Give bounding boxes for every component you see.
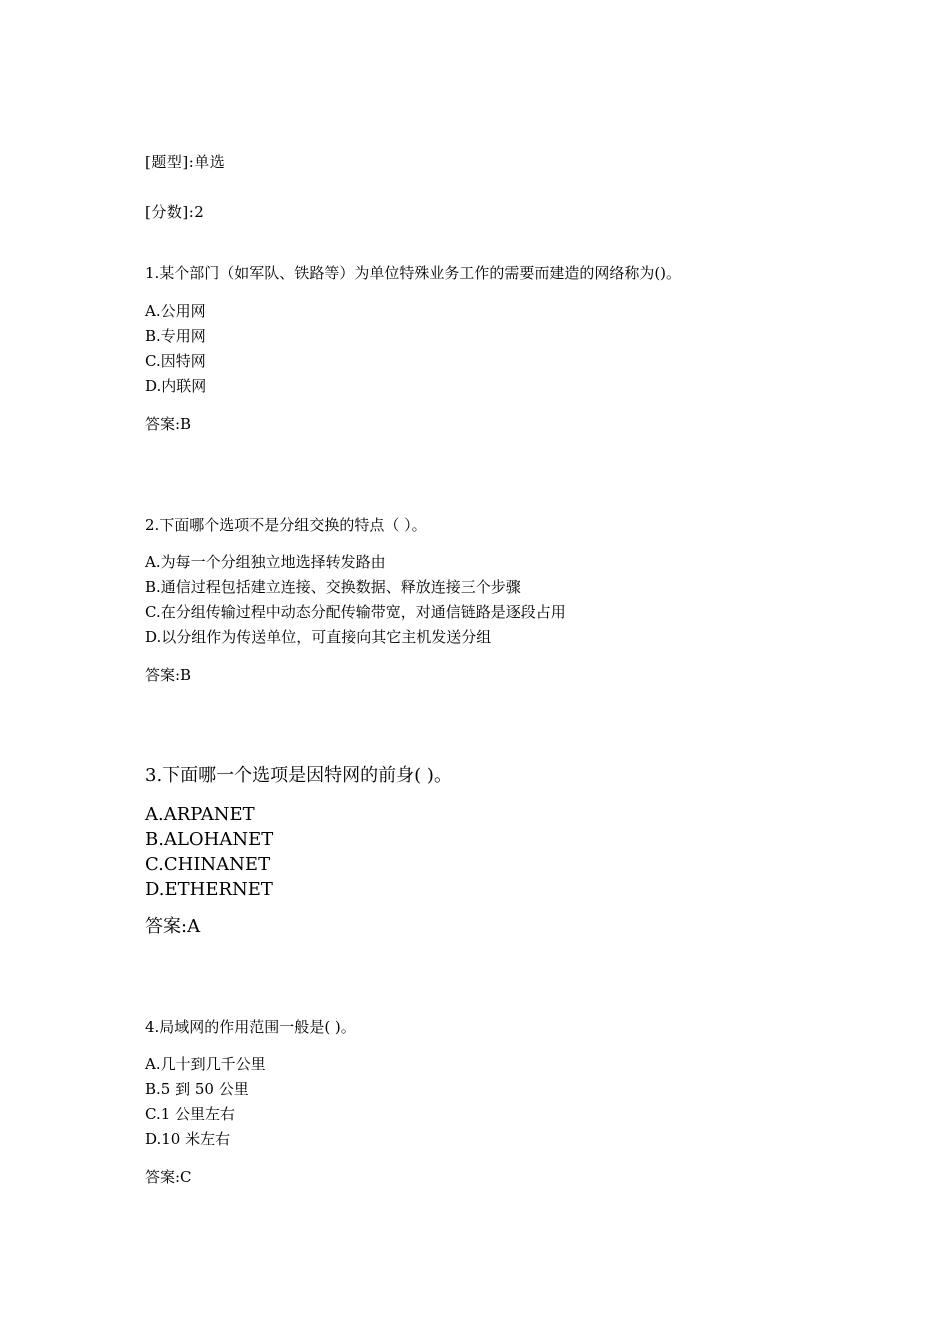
answer-label: 答案:B	[145, 666, 192, 684]
question-stem: 2.下面哪个选项不是分组交换的特点（ ）。	[145, 516, 427, 534]
option-c: C.在分组传输过程中动态分配传输带宽，对通信链路是逐段占用	[145, 603, 566, 621]
option-b: B.通信过程包括建立连接、交换数据、释放连接三个步骤	[145, 578, 521, 596]
option-d: D.ETHERNET	[145, 879, 273, 900]
option-b: B.ALOHANET	[145, 829, 274, 850]
option-d: D.10 米左右	[145, 1130, 231, 1148]
option-b: B.5 到 50 公里	[145, 1080, 249, 1098]
question-type-label: [题型]:单选	[145, 153, 226, 171]
answer-label: 答案:A	[145, 916, 201, 937]
option-c: C.因特网	[145, 352, 206, 370]
option-a: A.为每一个分组独立地选择转发路由	[145, 553, 386, 571]
option-d: D.以分组作为传送单位，可直接向其它主机发送分组	[145, 628, 492, 646]
answer-label: 答案:C	[145, 1168, 192, 1186]
question-stem: 3.下面哪一个选项是因特网的前身( )。	[145, 765, 452, 786]
question-score-label: [分数]:2	[145, 203, 205, 221]
option-c: C.1 公里左右	[145, 1105, 236, 1123]
question-stem: 1.某个部门（如军队、铁路等）为单位特殊业务工作的需要而建造的网络称为()。	[145, 264, 682, 282]
question-stem: 4.局域网的作用范围一般是( )。	[145, 1018, 356, 1036]
option-a: A.ARPANET	[145, 804, 255, 825]
option-d: D.内联网	[145, 377, 207, 395]
option-a: A.几十到几千公里	[145, 1055, 266, 1073]
option-c: C.CHINANET	[145, 854, 271, 875]
option-a: A.公用网	[145, 302, 206, 320]
option-b: B.专用网	[145, 327, 206, 345]
answer-label: 答案:B	[145, 415, 192, 433]
